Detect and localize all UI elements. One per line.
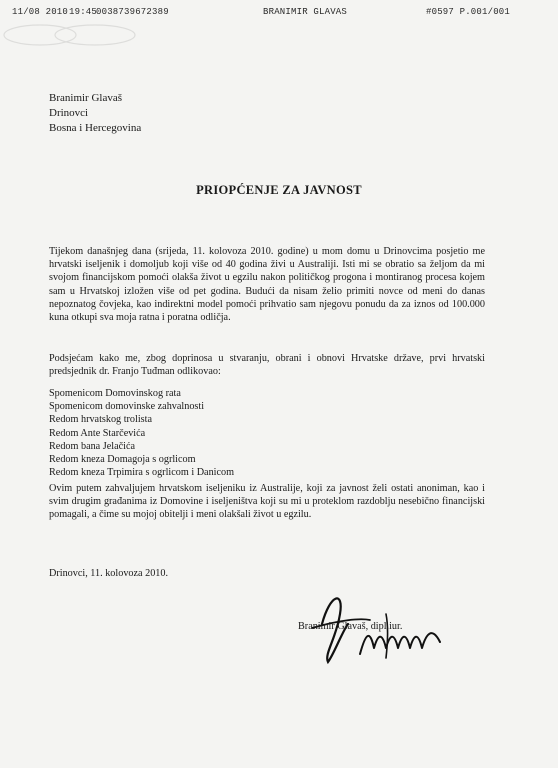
fax-date: 11/08 2010 [12, 7, 69, 17]
paragraph-thanks: Ovim putem zahvaljujem hrvatskom iseljeniku iz Australije, koji za javnost želi ostati anoniman, kao i svim drugim građanima iz Domovine i iseljeništva koji su mi u proteklom razdoblju nesebično financijski pomagali, a čime su mojoj obitelji i meni olakšali život u egzilu. [49, 483, 485, 521]
place-date: Drinovci, 11. kolovoza 2010. [49, 568, 169, 579]
sender-name: Branimir Glavaš [49, 92, 123, 104]
honor-item: Redom bana Jelačića [49, 440, 135, 452]
honor-item: Spomenicom Domovinskog rata [49, 388, 181, 399]
sender-address-block [49, 91, 141, 136]
fax-time: 19:45 [69, 7, 98, 17]
signature-name: Branimir Glavaš, dipl.iur. [298, 621, 403, 632]
sender-country: Bosna i Hercegovina [49, 122, 142, 134]
honors-list [49, 387, 234, 479]
document-title: PRIOPĆENJE ZA JAVNOST [196, 183, 362, 197]
fax-number: 0038739672389 [96, 7, 169, 17]
honor-item: Redom hrvatskog trolista [49, 414, 152, 426]
honor-item: Redom kneza Trpimira s ogrlicom i Danicom [49, 467, 235, 479]
honor-item: Redom Ante Starčevića [49, 427, 146, 439]
paragraph-reminder: Podsjećam kako me, zbog doprinosa u stvaranju, obrani i obnovi Hrvatske države, prvi hrvatski predsjednik dr. Franjo Tuđman odlikovao: [49, 353, 485, 378]
watermark-logo [0, 20, 160, 50]
honor-item: Spomenicom domovinske zahvalnosti [49, 401, 205, 413]
fax-sender: BRANIMIR GLAVAS [263, 7, 348, 17]
sender-town: Drinovci [49, 107, 89, 119]
fax-header [0, 7, 558, 21]
paragraph-intro: Tijekom današnjeg dana (srijeda, 11. kolovoza 2010. godine) u mom domu u Drinovcima posjetio me hrvatski iseljenik i domoljub koji više od 40 godina živi u Australiji. Isti mi se obratio sa željom da mi svojom financijskom pomoći olakša život u egzilu nakon političkog progona i montiranog procesa kojem sam u Hrvatskoj izložen više od pet godina. Budući da nisam želio primiti novce od meni do danas nepoznatog čovjeka, kao indirektni model pomoći prihvatio sam njegovu ponudu da za iznos od 100.000 kuna otkupi sva moja ratna i poratna odličja. [49, 246, 485, 324]
honor-item: Redom kneza Domagoja s ogrlicom [49, 454, 196, 466]
fax-page-number: #0597 P.001/001 [426, 7, 511, 17]
